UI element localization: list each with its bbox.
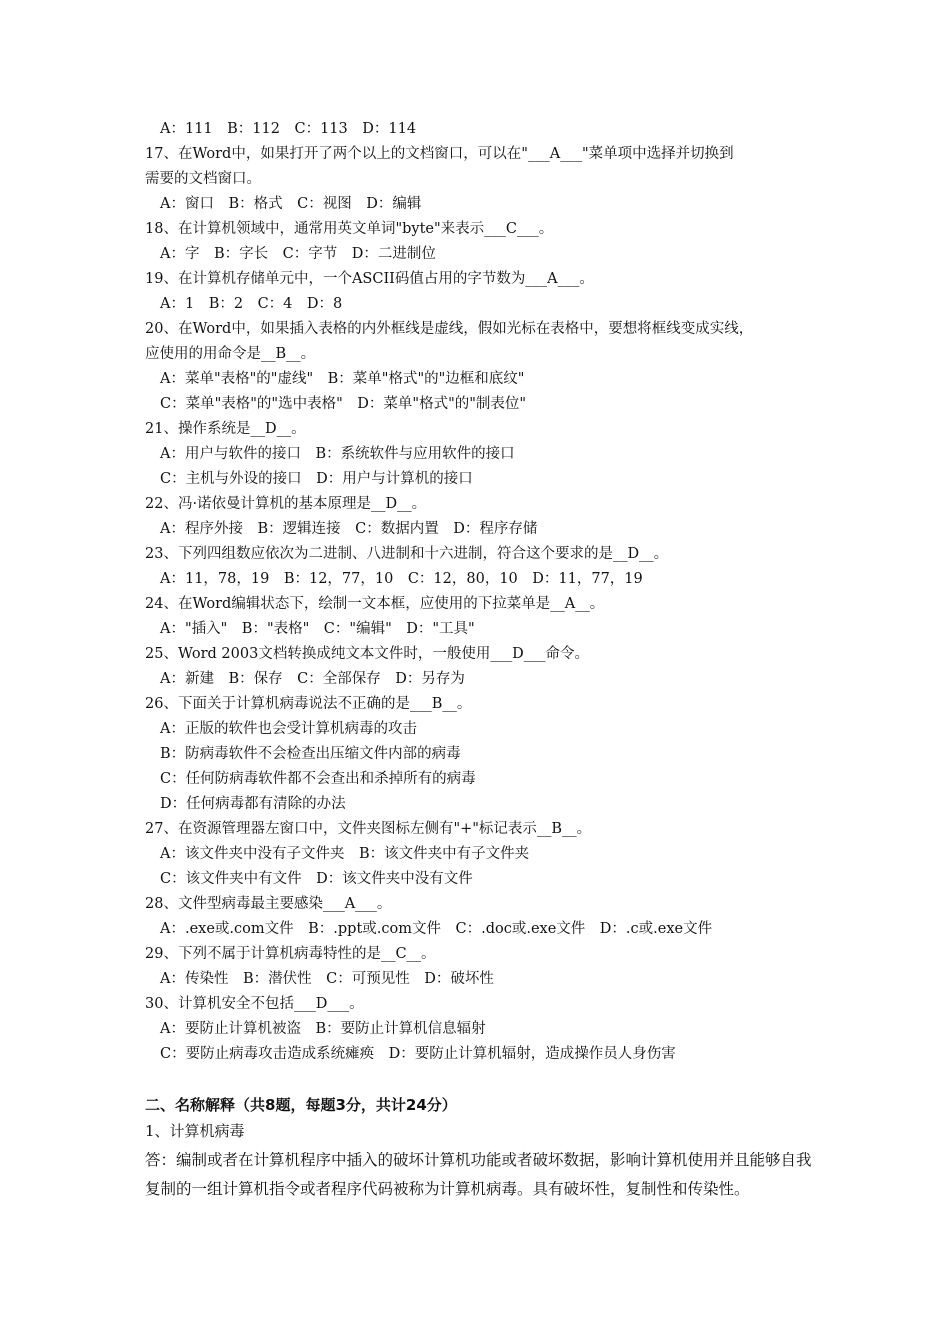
q25-text: 25、Word 2003文档转换成纯文本文件时，一般使用___D___命令。	[145, 646, 589, 662]
q21-options-ab: A：用户与软件的接口 B：系统软件与应用软件的接口	[160, 446, 515, 462]
q24-options: A："插入" B："表格" C："编辑" D："工具"	[160, 621, 475, 637]
q28-options: A：.exe或.com文件 B：.ppt或.com文件 C：.doc或.exe文件 D：.c或.exe文件	[160, 921, 713, 937]
q30-options-cd: C：要防止病毒攻击造成系统瘫痪 D：要防止计算机辐射，造成操作员人身伤害	[160, 1046, 676, 1062]
q28-text: 28、文件型病毒最主要感染___A___。	[145, 896, 392, 912]
q17-text-cont: 需要的文档窗口。	[145, 171, 261, 187]
term-1-answer: 答：编制或者在计算机程序中插入的破坏计算机功能或者破坏数据，影响计算机使用并且能够自我复制的一组计算机指令或者程序代码被称为计算机病毒。具有破坏性，复制性和传染性。	[145, 1151, 812, 1198]
q26-text: 26、下面关于计算机病毒说法不正确的是___B__。	[145, 696, 472, 712]
q30-text: 30、计算机安全不包括___D___。	[145, 996, 364, 1012]
q25-options: A：新建 B：保存 C：全部保存 D：另存为	[160, 671, 465, 687]
q23-options: A：11，78，19 B：12，77，10 C：12，80，10 D：11，77，19	[160, 571, 643, 587]
q21-options-cd: C：主机与外设的接口 D：用户与计算机的接口	[160, 471, 473, 487]
q16-options: A：111 B：112 C：113 D：114	[160, 121, 417, 137]
q18-text: 18、在计算机领域中，通常用英文单词"byte"来表示___C___。	[145, 221, 554, 237]
q20-options-cd: C：菜单"表格"的"选中表格" D：菜单"格式"的"制表位"	[160, 396, 527, 412]
q20-options-ab: A：菜单"表格"的"虚线" B：菜单"格式"的"边框和底纹"	[160, 371, 525, 387]
q30-options-ab: A：要防止计算机被盗 B：要防止计算机信息辐射	[160, 1021, 486, 1037]
q20-text-cont: 应使用的用命令是__B__。	[145, 346, 316, 362]
term-1-heading: 1、计算机病毒	[145, 1122, 245, 1140]
q24-text: 24、在Word编辑状态下，绘制一文本框，应使用的下拉菜单是__A__。	[145, 596, 605, 612]
q26-option-c: C：任何防病毒软件都不会查出和杀掉所有的病毒	[160, 771, 476, 787]
q17-options: A：窗口 B：格式 C：视图 D：编辑	[160, 196, 422, 212]
exam-content	[145, 117, 815, 1204]
q19-text: 19、在计算机存储单元中，一个ASCII码值占用的字节数为___A___。	[145, 271, 594, 287]
q17-text: 17、在Word中，如果打开了两个以上的文档窗口，可以在"___A___"菜单项中选择并切换到	[145, 146, 734, 162]
q21-text: 21、操作系统是__D__。	[145, 421, 306, 437]
q26-option-a: A：正版的软件也会受计算机病毒的攻击	[160, 721, 417, 737]
section-2-title: 二、名称解释（共8题，每题3分，共计24分）	[145, 1096, 457, 1114]
q23-text: 23、下列四组数应依次为二进制、八进制和十六进制，符合这个要求的是__D__。	[145, 546, 669, 562]
q29-text: 29、下列不属于计算机病毒特性的是__C__。	[145, 946, 436, 962]
q27-options-ab: A：该文件夹中没有子文件夹 B：该文件夹中有子文件夹	[160, 846, 530, 862]
q22-text: 22、冯·诺依曼计算机的基本原理是__D__。	[145, 496, 427, 512]
q26-option-d: D：任何病毒都有清除的办法	[160, 796, 346, 812]
q29-options: A：传染性 B：潜伏性 C：可预见性 D：破坏性	[160, 971, 494, 987]
q27-options-cd: C：该文件夹中有文件 D：该文件夹中没有文件	[160, 871, 473, 887]
q18-options: A：字 B：字长 C：字节 D：二进制位	[160, 246, 436, 262]
q20-text: 20、在Word中，如果插入表格的内外框线是虚线，假如光标在表格中，要想将框线变成实线，	[145, 321, 754, 337]
q27-text: 27、在资源管理器左窗口中，文件夹图标左侧有"+"标记表示__B__。	[145, 821, 592, 837]
section-spacer	[145, 1067, 815, 1092]
q19-options: A：1 B：2 C：4 D：8	[160, 296, 343, 312]
q26-option-b: B：防病毒软件不会检查出压缩文件内部的病毒	[160, 746, 461, 762]
q22-options: A：程序外接 B：逻辑连接 C：数据内置 D：程序存储	[160, 521, 538, 537]
